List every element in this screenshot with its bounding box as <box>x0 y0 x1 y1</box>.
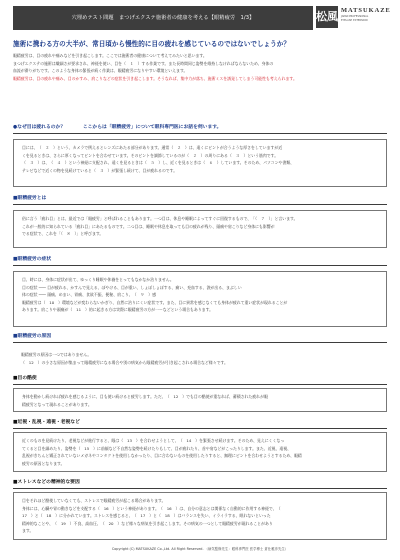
brand-sub-2: EYELASH EXTENSION <box>341 19 368 23</box>
section-3-line: 体の症状 ─── 頭痛、めまい、胃痛、食欲不振、便秘、肩こり、（ ９ ）感 <box>22 292 156 298</box>
section-2-line: 俗に言う「疲れ目」とは、最近では「眼疲労」と呼ばれることもあります。一つ目は、休息や睡眠によってすぐに回復するもので、「（ ７ ）」と言います。 <box>22 216 298 221</box>
divider <box>13 133 387 134</box>
section-7-line: 精神的なことや、（ 19 ）不良、高血圧、（ 20 ）など様々な病気を引き起こします。その病気の一つとして眼精疲労が現れることがあり <box>22 520 273 526</box>
section-heading-causes: ■眼精疲労の原因 <box>13 334 52 339</box>
section-3-line: 眼精疲労は（ 10 ）環境などが変わらないかぎり、自然に治りにくい症状です。また、目に異常を感じなくても身体が疲れて重い症状が現れることが <box>22 299 288 305</box>
section-5-line: 精疲労となって現れることがあります。 <box>22 401 92 407</box>
section-6-line: てくると目を細めたり、姿勢を（ 15 ）に前傾など不自然な姿勢を続けたりもして、目が疲れたり、首や肩などがこったりします。また、近視、遠視、 <box>22 445 292 451</box>
lead-paragraph-3: 血流が滞りがちです。このような身体の緊張が続く作業は、眼精疲労になりやすい環境といえます。 <box>13 68 188 74</box>
section-2-line: これが一般的に知られている「疲れ目」にあたるものです。二つ目は、睡眠や休息を取っても目の疲れが残り、頭痛や肩こりなど身体にも影響が <box>22 223 275 229</box>
section-6-box <box>13 432 387 472</box>
page-title-banner: 穴埋めテスト問題 まつげエクステ施術者の健康を考える【眼精疲労 1/3】 <box>13 6 313 30</box>
section-7-line: 17 ）と（ 18 ）に分かれています。ストレスを感じると、（ 17 ）と（ 18 ）はバランスを失い、イライラする、眠れないといった <box>22 513 271 519</box>
section-4-line: （ 12 ）の小さな原因が集まって眼精疲労になる場合や別の病気から眼精疲労が引き起こされる場合など様々です。 <box>21 359 228 365</box>
matsukaze-logo-icon: 松風 <box>316 6 338 28</box>
section-3-box <box>13 271 387 327</box>
section-7-line: 目をそれほど酷使していなくても、ストレスで眼精疲労が起こる場合があります。 <box>22 498 166 503</box>
divider <box>13 204 387 205</box>
section-1-line: （ ３ ）は、（ ４ ）という神経に支配され、遠くを見るときは（ ５ ）し、近くを見るときは（ ６ ）しています。そのため、パソコンや書類、 <box>22 160 295 166</box>
section-heading-symptoms: ■眼精疲労の症状 <box>13 257 52 262</box>
lead-warning-text: 眼精疲労は、目の疲れや痛み、目のかすみ、肩こりなどの症状を引き起こします。そうなれば、集中力が落ち、施術ミスを誘発してしまう可能性も考えられます。 <box>13 75 297 81</box>
section-1-title: ●なぜ目は疲れるのか？ <box>13 125 66 130</box>
lead-paragraph-2: まつげエクステの施術は繊細さが要求され、神経を使い、目を（ １ ）する作業です。また長時間同じ姿勢を維持しなければならないため、身体の <box>13 60 274 66</box>
section-3-line: あります。肩こりや頭痛が（ 11 ）的に起きる方は実際に眼精疲労の方が一ーなどという場合もあります。 <box>22 307 214 313</box>
section-7-line: 身体には、心臓や胃の動きなどを支配する（ 16 ）という神経があります。（ 16 ）は、自分の意志とは関係なく自動的に作用する神経で、（ <box>22 505 281 511</box>
section-1-line: 目には、（ ２ ）という、カメラで例えるとレンズにあたる部分があります。通常（ ２ ）は、遠くにピントが合うような厚さをしていますが近 <box>22 145 283 150</box>
section-1-subtitle: ここからは「眼精疲労」について眼科専門医にお話を伺います。 <box>82 125 222 130</box>
section-heading-refractive-errors: ■近視・乱視・遠視・老視など <box>13 420 80 425</box>
divider <box>13 488 387 489</box>
lead-paragraph-1: 眼精疲労は、目の疲れや痛みなどを引き起こします。ここでは施術者の健康について考えてみたいと思います。 <box>13 53 207 58</box>
brand-sub-1: JAPAN PROFESSIONAL <box>341 15 369 18</box>
section-3-line: 目の症状 ─── 目が疲れる、かすんで見える、ぼやける、目が重い、しょぼしょぼする、痛い、充血する、涙が出る、まぶしい <box>22 284 242 290</box>
brand-block <box>341 7 397 22</box>
divider <box>13 428 387 429</box>
lead-body <box>13 52 387 82</box>
section-6-line: 近くのものを見続けたり、老視などが進行すると、眼は（ 13 ）を合わせようとして、（ 14 ）を緊張させ続けます。そのため、見えにくくなっ <box>22 438 285 443</box>
section-1-line: テレビなどで近くの物を見続けていると（ ３ ）が緊張し続けて、目が疲れるのです。 <box>22 167 178 173</box>
section-1-box <box>13 139 387 187</box>
section-7-box <box>13 492 387 540</box>
section-heading-stress: ■ストレスなどの精神的な要因 <box>13 480 80 485</box>
divider <box>13 265 387 266</box>
section-7-line: ます。 <box>22 528 34 534</box>
brand-name: MATSUKAZE <box>341 7 391 14</box>
copyright-footer: Copyright (C) MATSUKAZE Co.,Ltd. All Right Reserved. （病気監修先生：眼科専門医 医学博士 倉仕雅彦先生） <box>111 547 289 551</box>
section-heading-eye-strain: ■眼精疲労とは <box>13 196 47 201</box>
section-4-box <box>13 347 387 372</box>
section-heading-why-eyes-tire <box>13 123 387 133</box>
divider <box>13 384 387 385</box>
section-heading-eye-overuse: ■目の酷使 <box>13 376 37 381</box>
section-2-box <box>13 210 387 248</box>
section-3-line: 目、時には、身体に症状が出て、ゆっくり睡眠や休養をとってもなかなか治りません。 <box>22 277 174 282</box>
section-2-line: でる症状で、これを「（ ８ ）」と呼びます。 <box>22 231 104 237</box>
section-5-box <box>13 388 387 412</box>
divider <box>13 342 387 343</box>
lead-title: 施術に携わる方の大半が、常日頃から慢性的に目の疲れを感じているのではないでしょうか？ <box>13 40 290 48</box>
section-1-line: くを見るときは、さらに厚くなってピントを合わせています。そのピントを調節しているのが（ ２ ）の周りにある（ ３ ）という筋肉です。 <box>22 152 279 158</box>
section-6-line: 乱視がきちんと矯正されていないメガネやコンタクトを使用しなかったり、目に合わないものを使用したりすると、無理にピントを合わせようとするため、眼精 <box>22 453 302 459</box>
section-4-line: 眼精疲労の原因は一つではありません。 <box>21 352 92 357</box>
section-6-line: 疲労の原因となります。 <box>22 460 65 466</box>
section-5-line: 身体を動かし続ければ疲れを感じるように、目も使い続けると疲労します。ただ、（ 12 ）でも目の酷使が重なれば、蓄積された疲れが眼 <box>22 394 268 399</box>
